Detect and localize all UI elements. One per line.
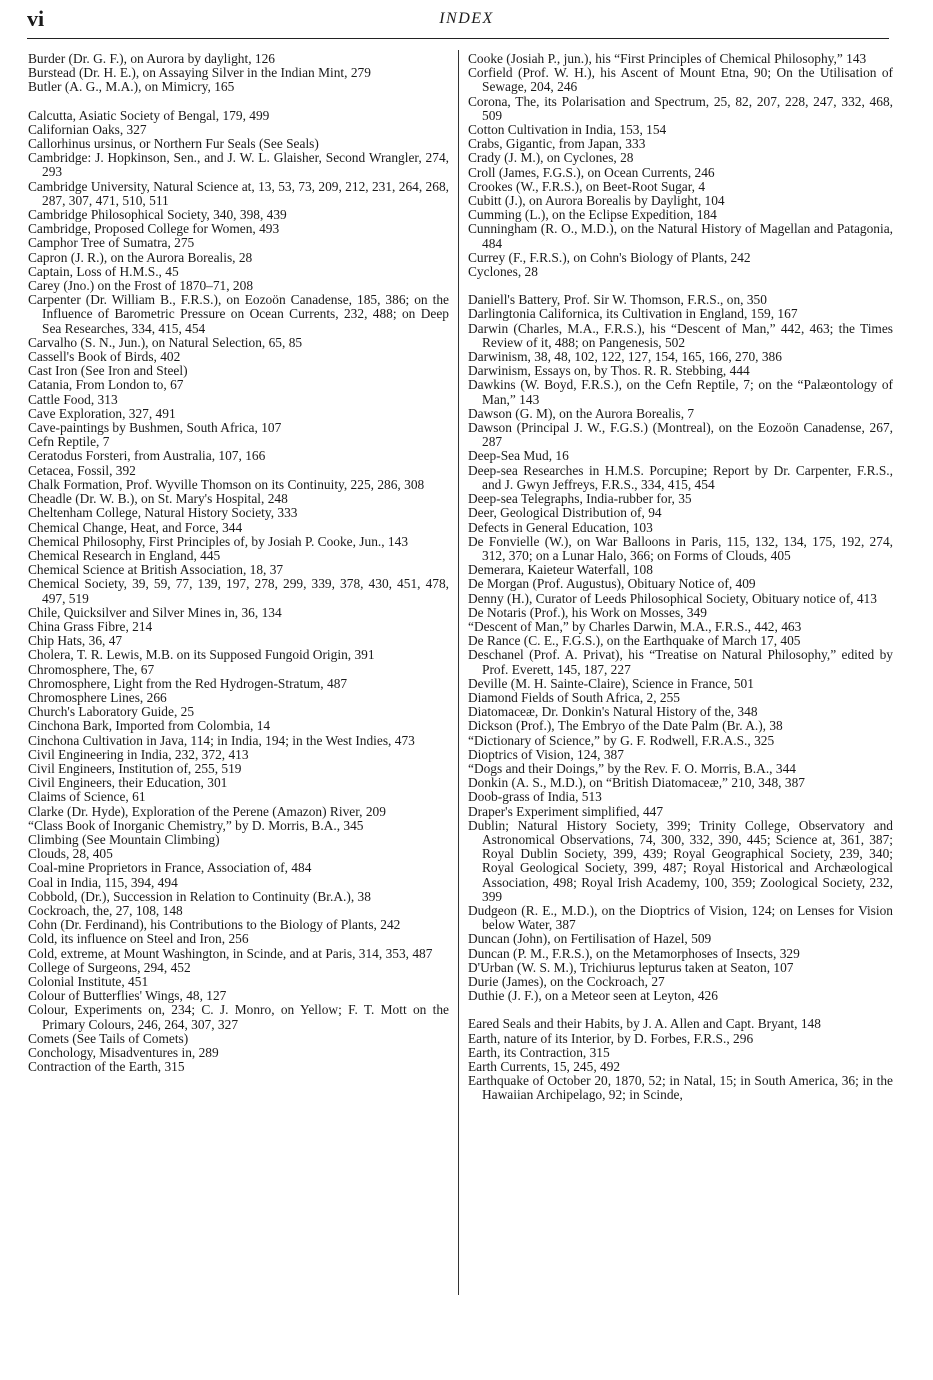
index-entry: Deep-Sea Mud, 16 [468,448,569,464]
index-entry: Chalk Formation, Prof. Wyville Thomson on its Continuity, 225, 286, 308 [28,476,425,492]
index-entry: Coal-mine Proprietors in France, Association of, 484 [28,860,312,876]
index-entry: Cockroach, the, 27, 108, 148 [28,902,183,918]
index-entry: Cast Iron (See Iron and Steel) [28,363,188,379]
index-entry: Deep-sea Telegraphs, India-rubber for, 35 [468,491,692,507]
index-entry: Cold, its influence on Steel and Iron, 256 [28,931,249,947]
index-entry: Conchology, Misadventures in, 289 [28,1045,219,1061]
index-entry: D'Urban (W. S. M.), Trichiurus lepturus taken at Seaton, 107 [468,959,794,975]
column-divider [458,50,459,1295]
index-entry: Demerara, Kaieteur Waterfall, 108 [468,562,653,578]
index-entry: Cotton Cultivation in India, 153, 154 [468,122,667,138]
index-entry: Cobbold, (Dr.), Succession in Relation to Continuity (Br.A.), 38 [28,888,371,904]
index-entry: Cassell's Book of Birds, 402 [28,349,181,365]
index-column-left [28,52,449,1074]
index-entry: Capron (J. R.), on the Aurora Borealis, 28 [28,249,253,265]
index-entry: Cooke (Josiah P., jun.), his “First Principles of Chemical Philosophy,” 143 [468,51,867,66]
index-entry: Corfield (Prof. W. H.), his Ascent of Mount Etna, 90; On the Utilisation of Sewage, 204, 246 [468,65,893,95]
index-entry: Diamond Fields of South Africa, 2, 255 [468,689,681,705]
index-entry: Dioptrics of Vision, 124, 387 [468,746,624,762]
index-entry: Colour of Butterflies' Wings, 48, 127 [28,988,227,1004]
index-entry: Duncan (P. M., F.R.S.), on the Metamorphoses of Insects, 329 [468,945,800,961]
index-entry: “Class Book of Inorganic Chemistry,” by D. Morris, B.A., 345 [28,817,364,833]
section-gap [28,95,449,109]
index-entry: De Rance (C. E., F.G.S.), on the Earthquake of March 17, 405 [468,633,801,649]
index-entry: Carvalho (S. N., Jun.), on Natural Selection, 65, 85 [28,334,303,350]
index-entry: Cinchona Cultivation in Java, 114; in India, 194; in the West Indies, 473 [28,732,415,748]
index-entry: Clouds, 28, 405 [28,846,113,862]
index-entry: Chile, Quicksilver and Silver Mines in, 36, 134 [28,604,282,620]
index-entry: Earth Currents, 15, 245, 492 [468,1059,621,1075]
index-entry: Cambridge: J. Hopkinson, Sen., and J. W. L. Glaisher, Second Wrangler, 274, 293 [28,150,449,180]
index-entry: Darwinism, 38, 48, 102, 122, 127, 154, 165, 166, 270, 386 [468,349,782,365]
index-entry: Chromosphere, The, 67 [28,661,155,677]
index-entry: Dickson (Prof.), The Embryo of the Date Palm (Br. A.), 38 [468,718,783,734]
index-entry: Climbing (See Mountain Climbing) [28,831,220,847]
index-entry: Crookes (W., F.R.S.), on Beet-Root Sugar, 4 [468,178,706,194]
index-entry: Deep-sea Researches in H.M.S. Porcupine; Report by Dr. Carpenter, F.R.S., and J. Gwyn Jeffreys, F.R.S., 334, 415, 454 [468,462,893,492]
index-entry: Chromosphere, Light from the Red Hydrogen-Stratum, 487 [28,675,348,691]
index-entry: Earth, its Contraction, 315 [468,1044,610,1060]
index-entry: Cetacea, Fossil, 392 [28,462,136,478]
index-entry: Camphor Tree of Sumatra, 275 [28,235,195,251]
index-entry: Cefn Reptile, 7 [28,434,110,450]
index-entry: Durie (James), on the Cockroach, 27 [468,974,665,989]
index-entry: Cambridge University, Natural Science at, 13, 53, 73, 209, 212, 231, 264, 268, 287, 307, 471, 510, 511 [28,178,449,208]
index-entry: Croll (James, F.G.S.), on Ocean Currents, 246 [468,164,715,180]
index-entry: Darwinism, Essays on, by Thos. R. R. Stebbing, 444 [468,363,750,379]
index-column-right [468,52,893,1103]
index-entry: Burder (Dr. G. F.), on Aurora by daylight, 126 [28,51,275,66]
index-entry: Callorhinus ursinus, or Northern Fur Seals (See Seals) [28,136,319,152]
index-entry: Denny (H.), Curator of Leeds Philosophical Society, Obituary notice of, 413 [468,590,877,606]
index-entry: “Dogs and their Doings,” by the Rev. F. O. Morris, B.A., 344 [468,760,796,776]
index-entry: Chemical Science at British Association, 18, 37 [28,562,284,578]
index-entry: Eared Seals and their Habits, by J. A. Allen and Capt. Bryant, 148 [468,1016,821,1032]
index-entry: De Fonvielle (W.), on War Balloons in Paris, 115, 132, 134, 175, 192, 274, 312, 370; on a Lunar Halo, 366; on Forms of Clouds, 405 [468,533,893,563]
index-entry: Earth, nature of its Interior, by D. Forbes, F.R.S., 296 [468,1030,754,1046]
index-entry: Dawkins (W. Boyd, F.R.S.), on the Cefn Reptile, 7; on the “Palæontology of Man,” 143 [468,377,893,407]
index-entry: Comets (See Tails of Comets) [28,1030,189,1046]
index-entry: Deschanel (Prof. A. Privat), his “Treatise on Natural Philosophy,” edited by Prof. Everett, 145, 187, 227 [468,647,893,677]
index-entry: Cambridge Philosophical Society, 340, 398, 439 [28,207,287,223]
index-entry: Cheadle (Dr. W. B.), on St. Mary's Hospital, 248 [28,491,288,507]
index-entry: Carey (Jno.) on the Frost of 1870–71, 208 [28,278,254,294]
index-entry: Coal in India, 115, 394, 494 [28,874,178,890]
index-entry: Chip Hats, 36, 47 [28,633,123,649]
section-gap [468,279,893,293]
index-entry: Cinchona Bark, Imported from Colombia, 14 [28,718,271,734]
index-entry: Cold, extreme, at Mount Washington, in Scinde, and at Paris, 314, 353, 487 [28,945,433,961]
page-number: vi [27,6,45,31]
page-header [0,0,933,40]
index-entry: Dawson (Principal J. W., F.G.S.) (Montreal), on the Eozoön Canadense, 267, 287 [468,420,893,450]
index-entry: Butler (A. G., M.A.), on Mimicry, 165 [28,79,235,95]
index-entry: Captain, Loss of H.M.S., 45 [28,263,179,279]
index-entry: Corona, The, its Polarisation and Spectrum, 25, 82, 207, 228, 247, 332, 468, 509 [468,93,893,123]
index-entry: Cattle Food, 313 [28,391,118,407]
index-entry: Claims of Science, 61 [28,789,146,805]
index-entry: Californian Oaks, 327 [28,121,147,137]
index-entry: Ceratodus Forsteri, from Australia, 107, 166 [28,448,266,464]
index-entry: Chemical Change, Heat, and Force, 344 [28,519,243,535]
index-entry: Defects in General Education, 103 [468,519,653,535]
index-entry: Chromosphere Lines, 266 [28,689,167,705]
index-entry: Darlingtonia Californica, its Cultivation in England, 159, 167 [468,306,798,322]
index-entry: Church's Laboratory Guide, 25 [28,704,195,720]
header-rule [27,38,889,39]
index-entry: Chemical Philosophy, First Principles of, by Josiah P. Cooke, Jun., 143 [28,533,409,549]
running-title: INDEX [439,10,494,27]
index-entry: “Dictionary of Science,” by G. F. Rodwell, F.R.A.S., 325 [468,732,775,748]
index-entry: “Descent of Man,” by Charles Darwin, M.A., F.R.S., 442, 463 [468,618,802,634]
index-entry: Draper's Experiment simplified, 447 [468,803,664,819]
index-entry: Dudgeon (R. E., M.D.), on the Dioptrics of Vision, 124; on Lenses for Vision below Water, 387 [468,902,893,933]
index-entry: Dublin; Natural History Society, 399; Trinity College, Observatory and Astronomical Observations, 74, 300, 332, 390, 445; Science at, 361, 387; Royal Dublin Society, 399, 439; Royal Geographical Society, 239, 340; Royal Geological Society, 399, 487; Royal Historical and Archæological Association, 498; Royal Irish Academy, 100, 359; Zoological Society, 232, 399 [468,817,893,904]
index-entry: Donkin (A. S., M.D.), on “British Diatomaceæ,” 210, 348, 387 [468,775,805,791]
index-entry: Civil Engineers, their Education, 301 [28,775,228,791]
index-entry: Crabs, Gigantic, from Japan, 333 [468,136,646,152]
index-entry: College of Surgeons, 294, 452 [28,959,191,975]
index-entry: Earthquake of October 20, 1870, 52; in Natal, 15; in South America, 36; in the Hawaiian Archipelago, 92; in Scinde, [468,1073,893,1103]
index-entry: Cumming (L.), on the Eclipse Expedition, 184 [468,207,717,223]
index-entry: Chemical Society, 39, 59, 77, 139, 197, 278, 299, 339, 378, 430, 451, 478, 497, 519 [28,576,449,606]
index-entry: Daniell's Battery, Prof. Sir W. Thomson, F.R.S., on, 350 [468,292,767,308]
index-entry: De Morgan (Prof. Augustus), Obituary Notice of, 409 [468,576,756,592]
index-entry: De Notaris (Prof.), his Work on Mosses, 349 [468,604,707,620]
index-entry: China Grass Fibre, 214 [28,618,153,634]
index-entry: Cholera, T. R. Lewis, M.B. on its Supposed Fungoid Origin, 391 [28,647,375,663]
index-entry: Chemical Research in England, 445 [28,547,221,563]
index-entry: Cave Exploration, 327, 491 [28,405,176,421]
index-entry: Darwin (Charles, M.A., F.R.S.), his “Descent of Man,” 442, 463; the Times Review of it, 488; on Pangenesis, 502 [468,320,893,350]
index-entry: Diatomaceæ, Dr. Donkin's Natural History of the, 348 [468,704,758,720]
index-entry: Cheltenham College, Natural History Society, 333 [28,505,298,521]
index-entry: Burstead (Dr. H. E.), on Assaying Silver in the Indian Mint, 279 [28,65,371,81]
index-entry: Contraction of the Earth, 315 [28,1059,185,1075]
index-entry: Deer, Geological Distribution of, 94 [468,505,662,521]
index-entry: Carpenter (Dr. William B., F.R.S.), on Eozoön Canadense, 185, 386; on the Influence of Barometric Pressure on Ocean Currents, 232, 488; on Deep Sea Researches, 334, 415, 454 [28,292,449,336]
index-entry: Civil Engineers, Institution of, 255, 519 [28,760,242,776]
index-entry: Cohn (Dr. Ferdinand), his Contributions to the Biology of Plants, 242 [28,917,401,933]
index-entry: Calcutta, Asiatic Society of Bengal, 179, 499 [28,107,270,123]
index-entry: Cubitt (J.), on Aurora Borealis by Daylight, 104 [468,193,725,209]
index-entry: Duthie (J. F.), on a Meteor seen at Leyton, 426 [468,988,718,1004]
index-entry: Crady (J. M.), on Cyclones, 28 [468,150,634,166]
index-entry: Dawson (G. M), on the Aurora Borealis, 7 [468,405,695,421]
index-entry: Colonial Institute, 451 [28,974,149,989]
index-entry: Deville (M. H. Sainte-Claire), Science in France, 501 [468,675,754,691]
index-entry: Catania, From London to, 67 [28,377,184,393]
index-entry: Cambridge, Proposed College for Women, 493 [28,221,280,237]
index-entry: Doob-grass of India, 513 [468,789,602,805]
section-gap [468,1003,893,1017]
index-entry: Currey (F., F.R.S.), on Cohn's Biology of Plants, 242 [468,249,751,265]
index-entry: Cave-paintings by Bushmen, South Africa, 107 [28,420,282,436]
index-entry: Colour, Experiments on, 234; C. J. Monro, on Yellow; F. T. Mott on the Primary Colours, 246, 264, 307, 327 [28,1002,449,1032]
index-entry: Cunningham (R. O., M.D.), on the Natural History of Magellan and Patagonia, 484 [468,221,893,251]
index-entry: Cyclones, 28 [468,264,538,280]
index-entry: Clarke (Dr. Hyde), Exploration of the Perene (Amazon) River, 209 [28,803,386,819]
index-entry: Civil Engineering in India, 232, 372, 413 [28,746,249,762]
index-entry: Duncan (John), on Fertilisation of Hazel, 509 [468,931,712,947]
